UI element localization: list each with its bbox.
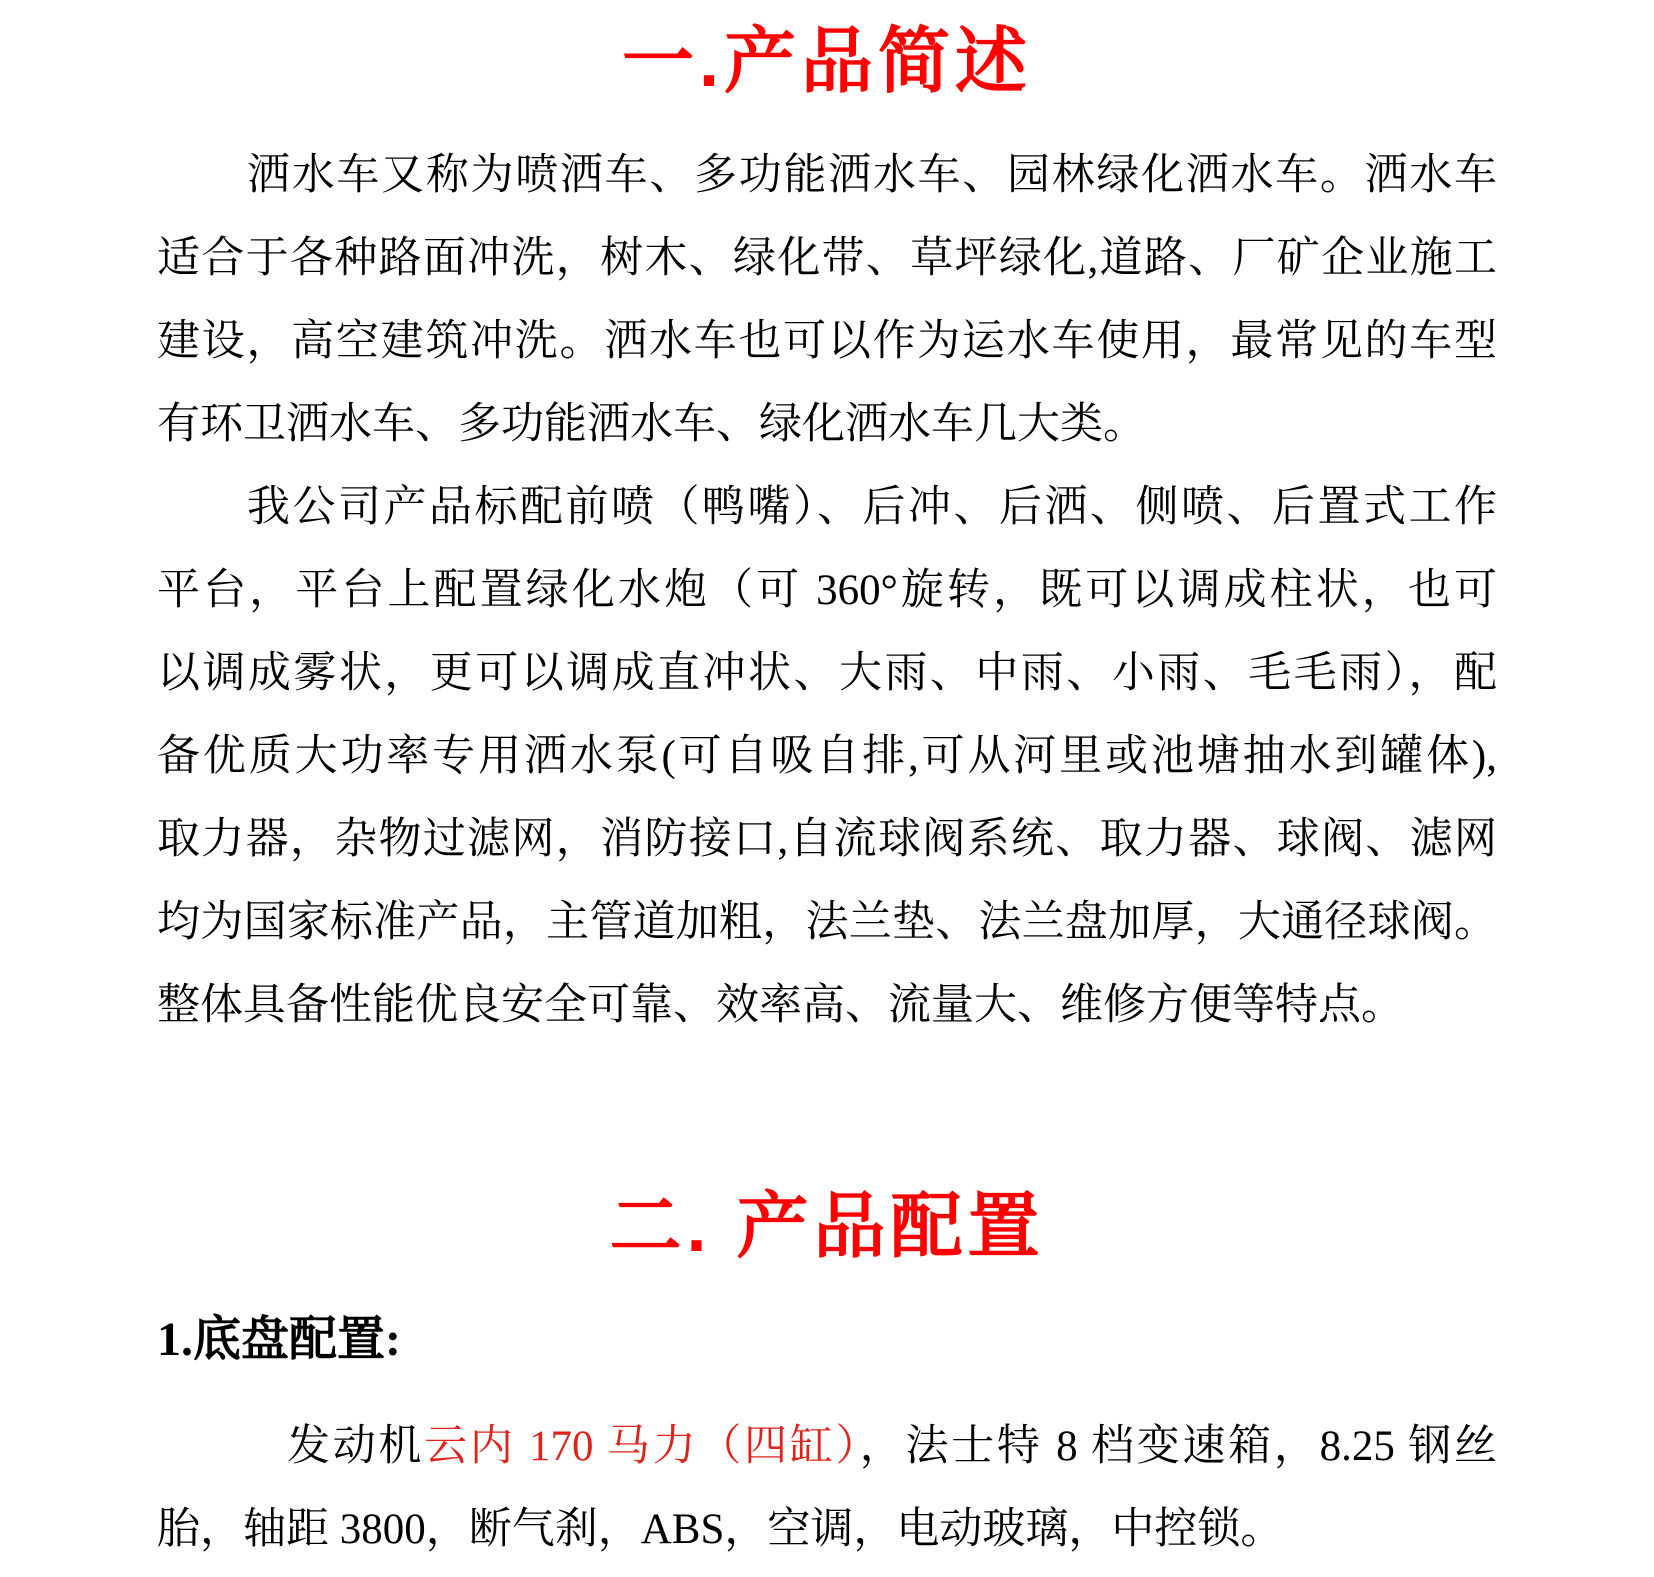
text-line: 备优质大功率专用洒水泵(可自吸自排,可从河里或池塘抽水到罐体), <box>157 733 1497 780</box>
chassis-line1-prefix: 发动机 <box>287 1423 425 1470</box>
text-line: 建设，高空建筑冲洗。洒水车也可以作为运水车使用，最常见的车型 <box>157 318 1497 365</box>
paragraph-product-intro <box>157 134 1497 466</box>
section-overview-title: 一.产品简述 <box>621 22 1032 102</box>
chassis-config-heading: 1.底盘配置: <box>157 1313 401 1366</box>
text-line: 有环卫洒水车、多功能洒水车、绿化洒水车几大类。 <box>157 401 1146 448</box>
text-line: 取力器，杂物过滤网，消防接口,自流球阀系统、取力器、球阀、滤网 <box>157 816 1497 863</box>
text-line: 适合于各种路面冲洗，树木、绿化带、草坪绿化,道路、厂矿企业施工 <box>157 235 1497 282</box>
text-line: 平台，平台上配置绿化水炮（可 360°旋转，既可以调成柱状，也可 <box>157 567 1497 614</box>
text-line: 整体具备性能优良安全可靠、效率高、流量大、维修方便等特点。 <box>157 982 1404 1029</box>
text-line: 以调成雾状，更可以调成直冲状、大雨、中雨、小雨、毛毛雨），配 <box>157 650 1497 697</box>
text-line <box>157 1405 1497 1488</box>
paragraph-product-features <box>157 466 1497 1047</box>
text-line: 我公司产品标配前喷（鸭嘴）、后冲、后洒、侧喷、后置式工作 <box>247 484 1497 531</box>
chassis-line1-highlight: 云内 170 马力（四缸） <box>424 1423 860 1470</box>
text-line: 均为国家标准产品，主管道加粗，法兰垫、法兰盘加厚，大通径球阀。 <box>157 899 1497 946</box>
chassis-line1-suffix: ，法士特 8 档变速箱，8.25 钢丝 <box>859 1423 1498 1470</box>
section-config-title: 二. 产品配置 <box>609 1187 1045 1267</box>
paragraph-chassis-config <box>157 1405 1497 1571</box>
text-line: 胎，轴距 3800，断气刹，ABS，空调，电动玻璃，中控锁。 <box>157 1506 1284 1553</box>
text-line: 洒水车又称为喷洒车、多功能洒水车、园林绿化洒水车。洒水车 <box>247 152 1497 199</box>
